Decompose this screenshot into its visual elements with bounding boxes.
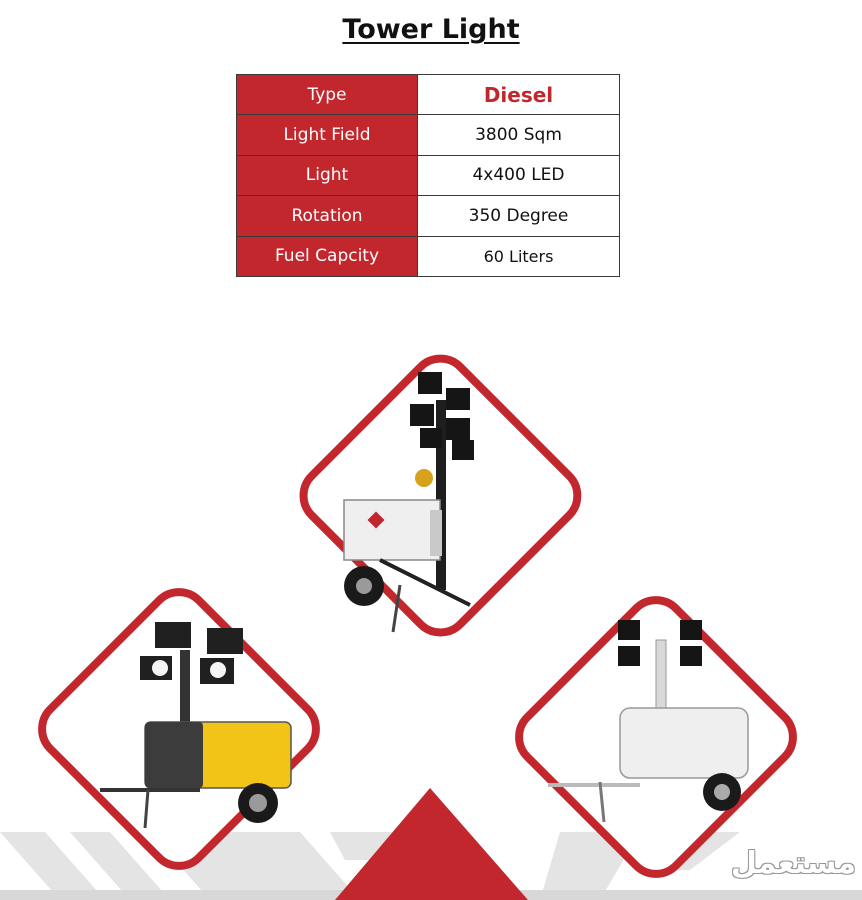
spec-value: 60 Liters: [418, 236, 620, 276]
spec-value: Diesel: [418, 75, 620, 115]
spec-value: 3800 Sqm: [418, 115, 620, 155]
spec-value: 4x400 LED: [418, 155, 620, 195]
spec-key: Light Field: [237, 115, 418, 155]
spec-value: 350 Degree: [418, 196, 620, 236]
spec-key: Type: [237, 75, 418, 115]
watermark-logo: مستعمل: [730, 846, 856, 881]
spec-key: Fuel Capcity: [237, 236, 418, 276]
spec-key: Rotation: [237, 196, 418, 236]
spec-key: Light: [237, 155, 418, 195]
page-title: Tower Light: [342, 14, 520, 45]
